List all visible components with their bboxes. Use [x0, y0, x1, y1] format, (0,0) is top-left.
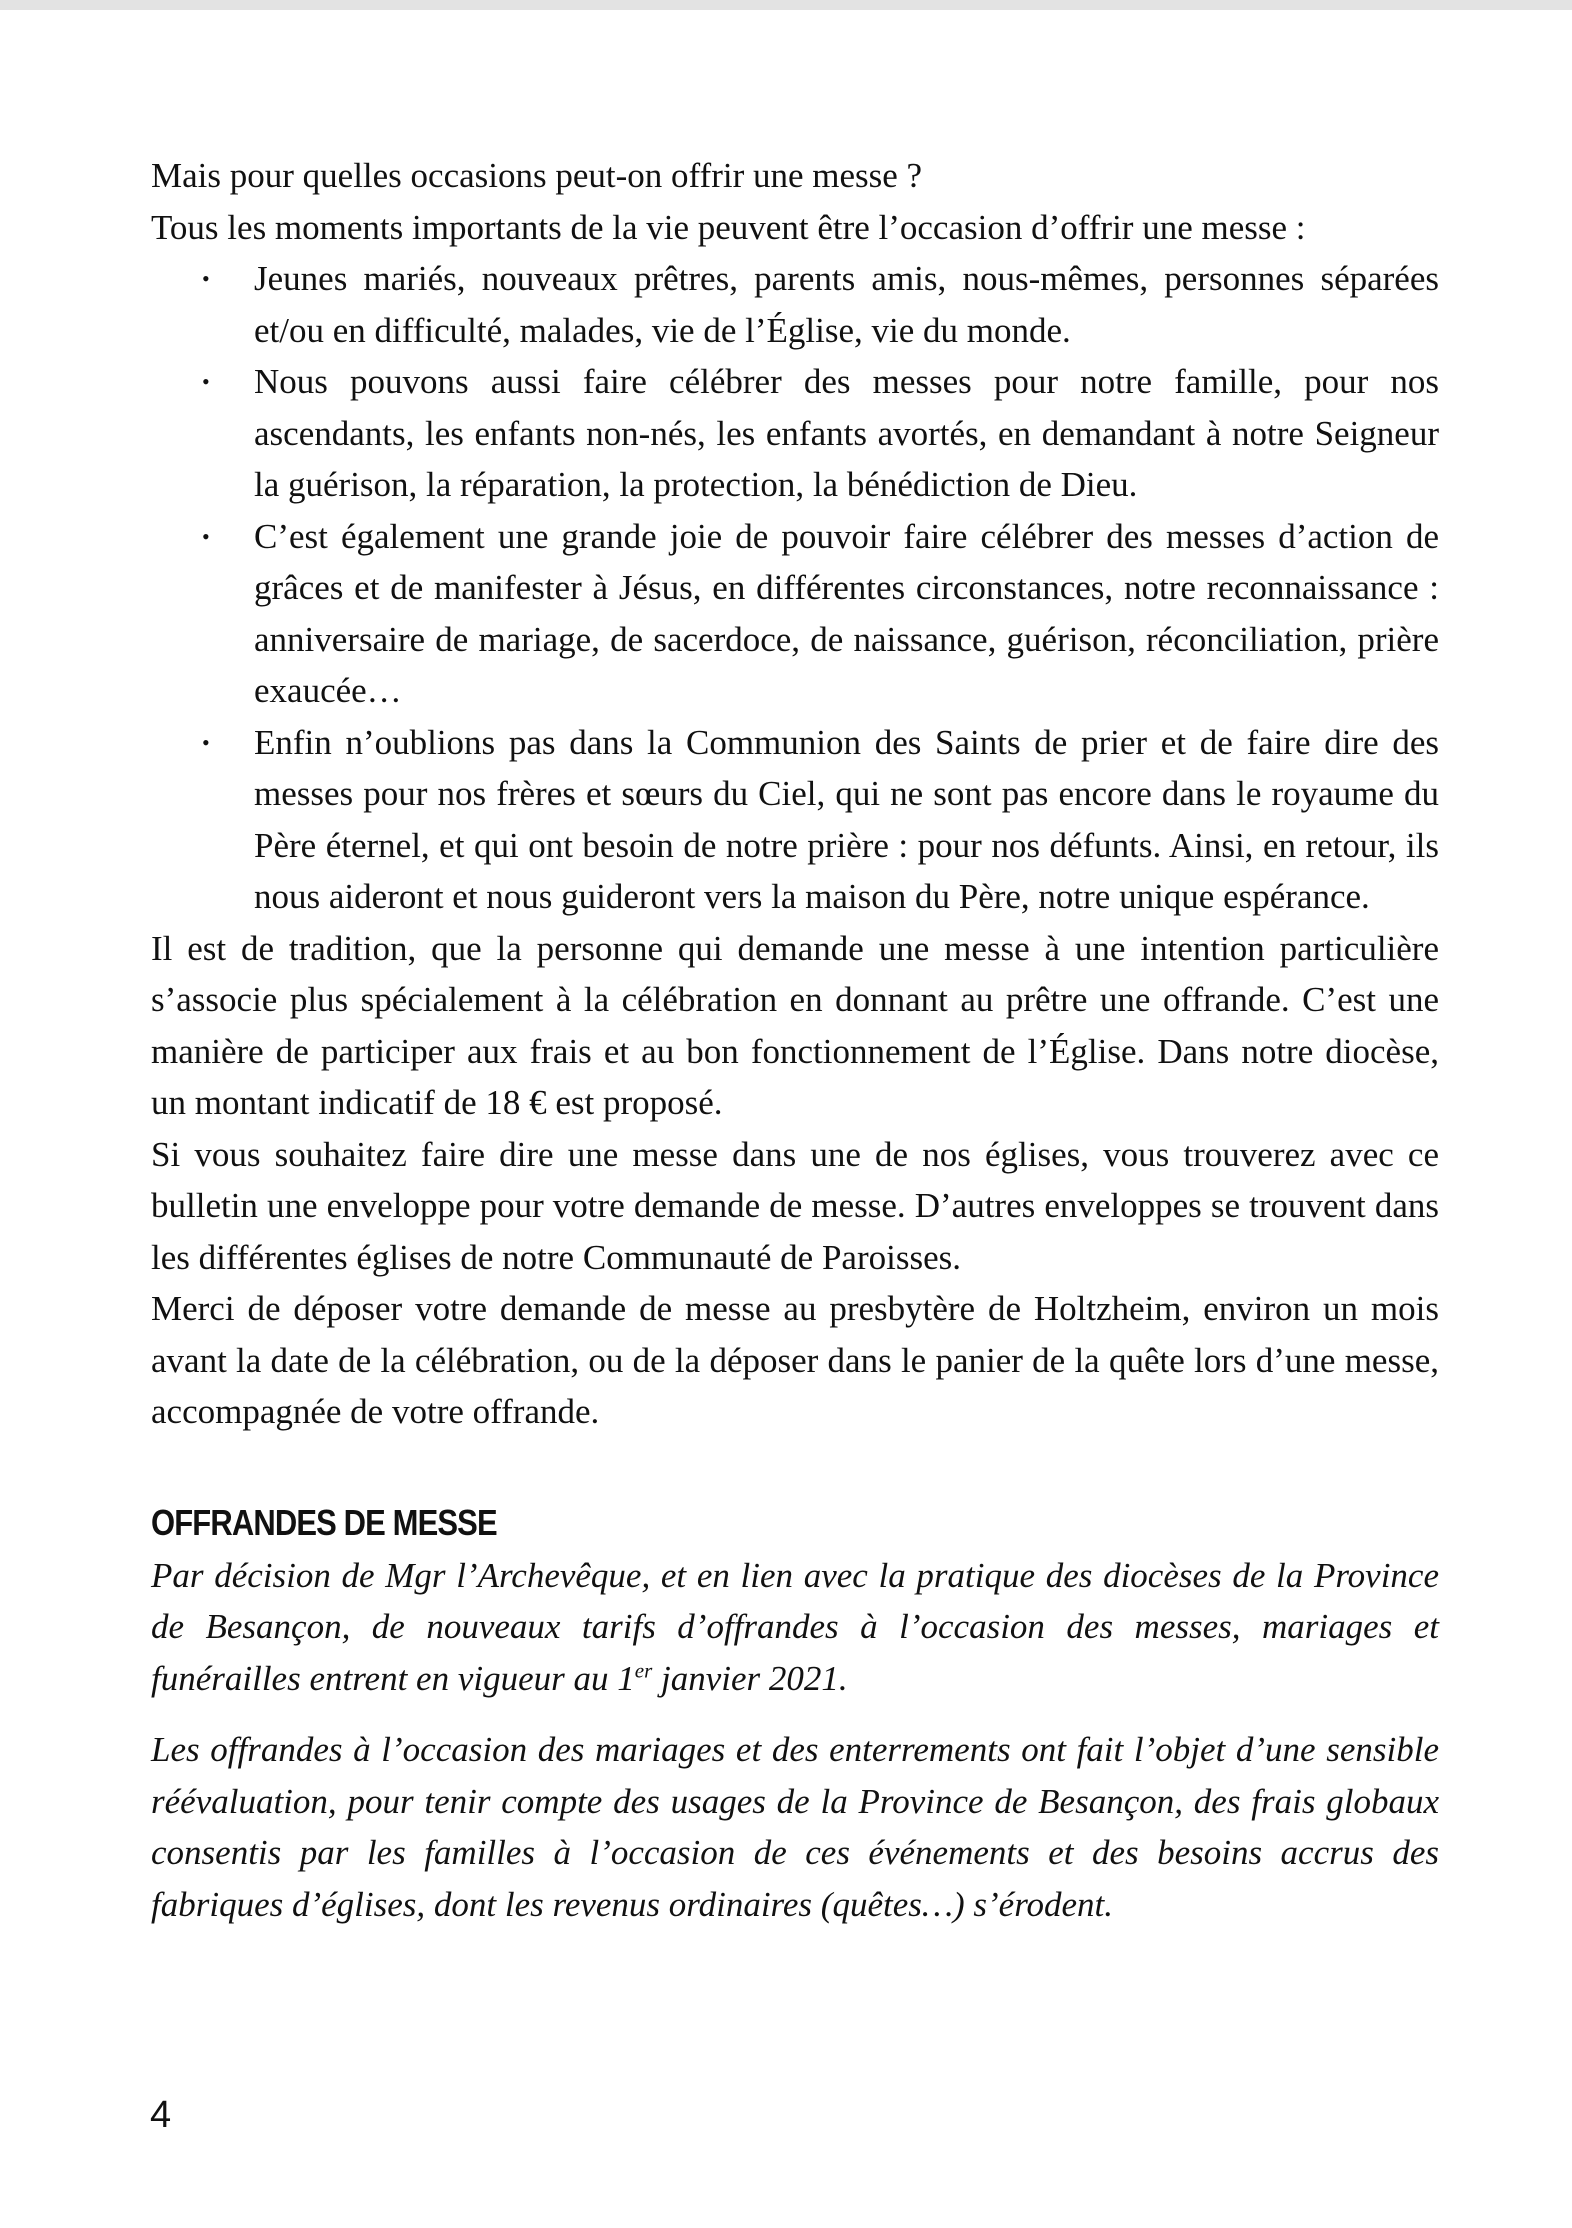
decision-date: janvier 2021.: [652, 1658, 848, 1698]
deposit-paragraph: Merci de déposer votre demande de messe au presbytère de Holtzheim, environ un mois avant la date de la célébration, ou de la déposer dans le panier de la quête lors d’une messe, accompagnée de votre offrande.: [151, 1289, 1439, 1431]
list-item: [202, 717, 1439, 923]
intro-answer: Tous les moments importants de la vie peuvent être l’occasion d’offrir une messe :: [151, 207, 1306, 247]
bullet-icon: •: [202, 729, 210, 755]
list-item-text: C’est également une grande joie de pouvoir faire célébrer des messes d’action de grâces et de manifester à Jésus, en différentes circonstances, notre reconnaissance : anniversaire de mariage, de sacerdoce, de naissance, guérison, réconciliation, prière exaucée…: [254, 516, 1439, 710]
occasions-list: [151, 253, 1439, 923]
bullet-icon: •: [202, 369, 210, 394]
reevaluation-paragraph: Les offrandes à l’occasion des mariages et des enterrements ont fait l’objet d’une sensible réévaluation, pour tenir compte des usages de la Province de Besançon, des frais globaux consentis par les familles à l’occasion de ces événements et des besoins accrus des fabriques d’églises, dont les revenus ordinaires (quêtes…) s’érodent.: [151, 1730, 1439, 1924]
decision-paragraph: [151, 1550, 1439, 1705]
ordinal-suffix: er: [634, 1657, 653, 1682]
top-border: [0, 0, 1572, 10]
list-item-text: Jeunes mariés, nouveaux prêtres, parents amis, nous-mêmes, personnes séparées et/ou en difficulté, malades, vie de l’Église, vie du monde.: [254, 259, 1439, 350]
list-item: [202, 356, 1439, 511]
tradition-paragraph: Il est de tradition, que la personne qui demande une messe à une intention particulière s’associe plus spécialement à la célébration en donnant au prêtre une offrande. C’est une manière de participer aux frais et au bon fonctionnement de l’Église. Dans notre diocèse, un montant indicatif de 18 € est proposé.: [151, 928, 1439, 1122]
page-number: 4: [150, 2094, 172, 2136]
list-item: [202, 511, 1439, 717]
bullet-icon: •: [202, 266, 210, 291]
decision-text: Par décision de Mgr l’Archevêque, et en lien avec la pratique des diocèses de la Province de Besançon, de nouveaux tarifs d’offrandes à l’occasion des messes, mariages et funérailles entrent en vigueur au 1: [151, 1555, 1439, 1698]
document-page: [151, 150, 1439, 1930]
intro-question: Mais pour quelles occasions peut-on offrir une messe ?: [151, 156, 923, 195]
list-item-text: Enfin n’oublions pas dans la Communion des Saints de prier et de faire dire des messes pour nos frères et sœurs du Ciel, qui ne sont pas encore dans le royaume du Père éternel, et qui ont besoin de notre prière : pour nos défunts. Ainsi, en retour, ils nous aideront et nous guideront vers la maison du Père, notre unique espérance.: [254, 722, 1439, 916]
list-item-text: Nous pouvons aussi faire célébrer des messes pour notre famille, pour nos ascendants, les enfants non-nés, les enfants avortés, en demandant à notre Seigneur la guérison, la réparation, la protection, la bénédiction de Dieu.: [254, 362, 1439, 504]
list-item: [202, 253, 1439, 356]
section-heading: OFFRANDES DE MESSE: [151, 1501, 497, 1543]
bullet-icon: •: [202, 523, 210, 549]
envelope-paragraph: Si vous souhaitez faire dire une messe dans une de nos églises, vous trouverez avec ce bulletin une enveloppe pour votre demande de messe. D’autres enveloppes se trouvent dans les différentes églises de notre Communauté de Paroisses.: [151, 1134, 1439, 1277]
